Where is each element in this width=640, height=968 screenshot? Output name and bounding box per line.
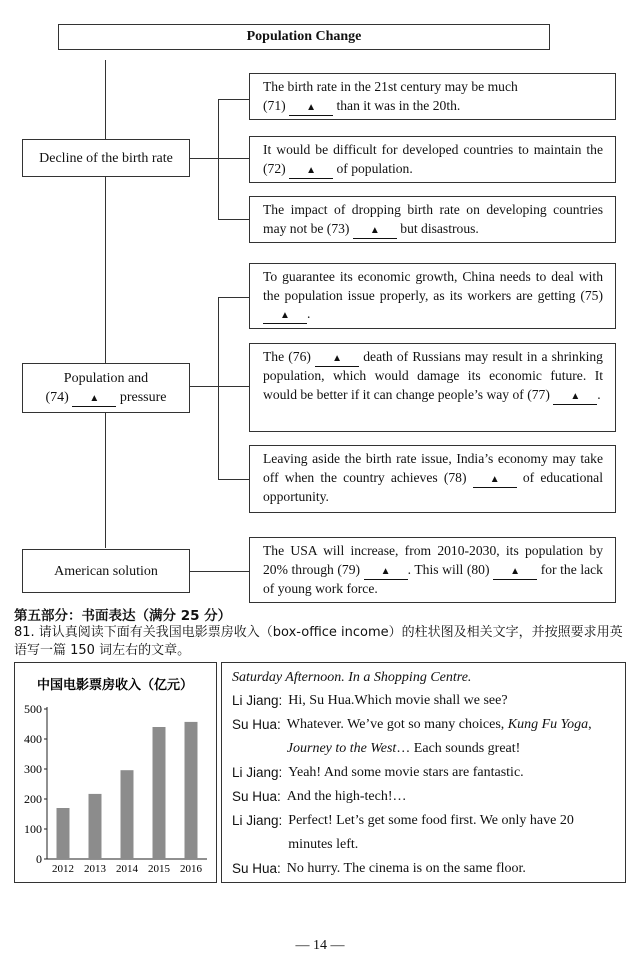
y-tick-label: 400 <box>24 732 42 746</box>
dialogue-line <box>232 809 615 857</box>
blank-79[interactable]: ▲ <box>364 563 408 580</box>
dialogue-line <box>232 713 615 761</box>
branch-tick <box>218 99 249 100</box>
bar-2013 <box>89 794 102 859</box>
y-tick-label: 200 <box>24 792 42 806</box>
blank-72[interactable]: ▲ <box>289 162 333 179</box>
branch-tick <box>218 297 249 298</box>
item-75: To guarantee its economic growth, China needs to deal with the population issue properly, as its workers are getting (75) ▲ . <box>249 263 616 329</box>
utterance: Yeah! And some movie stars are fantastic. <box>288 765 524 780</box>
branch-connector <box>190 158 218 159</box>
trunk-line <box>105 60 106 548</box>
item-76-77: The (76) ▲ death of Russians may result in a shrinking population, which would damage its economic future. It would be better if it can change people’s way of (77) ▲ . <box>249 343 616 432</box>
category-label: Population and <box>63 371 149 386</box>
x-tick-label: 2013 <box>84 863 106 875</box>
branch-tick <box>218 386 249 387</box>
category-american-solution <box>22 549 190 593</box>
speaker: Su Hua: <box>232 717 281 732</box>
bar-chart-panel <box>14 662 217 883</box>
y-tick-label: 100 <box>24 822 42 836</box>
y-tick-label: 500 <box>24 702 42 716</box>
item-78: Leaving aside the birth rate issue, India’s economy may take off when the country achieves (78) ▲ of educational opportunity. <box>249 445 616 513</box>
bar-chart <box>15 663 216 882</box>
blank-76[interactable]: ▲ <box>315 350 359 367</box>
category-label: American solution <box>54 563 158 579</box>
utterance: And the high-tech!… <box>286 789 407 804</box>
chart-title: 中国电影票房收入（亿元） <box>36 678 194 693</box>
blank-77[interactable]: ▲ <box>553 388 597 405</box>
dialogue-line <box>232 785 615 809</box>
branch-tick <box>218 479 249 480</box>
speaker: Su Hua: <box>232 789 281 804</box>
blank-78[interactable]: ▲ <box>473 471 517 488</box>
branch-line-2 <box>218 297 219 479</box>
utterance: Hi, Su Hua.Which movie shall we see? <box>288 693 508 708</box>
utterance: Perfect! Let’s get some food first. We only have 20 minutes left. <box>288 813 574 852</box>
blank-75[interactable]: ▲ <box>263 307 307 324</box>
item-72: It would be difficult for developed countries to maintain the (72) ▲ of population. <box>249 136 616 183</box>
branch-connector <box>190 571 249 572</box>
category-birth-rate <box>22 139 190 177</box>
bar-2015 <box>153 727 166 859</box>
chart-labels <box>24 702 203 875</box>
branch-line-1 <box>218 99 219 219</box>
item-79-80: The USA will increase, from 2010-2030, its population by 20% through (79) ▲ . This will (80) ▲ for the lack of young work force. <box>249 537 616 603</box>
blank-71[interactable]: ▲ <box>289 99 333 116</box>
page-number: — 14 — <box>295 938 345 953</box>
branch-connector <box>190 386 218 387</box>
x-tick-label: 2015 <box>148 863 170 875</box>
blank-73[interactable]: ▲ <box>353 222 397 239</box>
blank-80[interactable]: ▲ <box>493 563 537 580</box>
section-heading: 第五部分：书面表达（满分 25 分） <box>14 608 232 624</box>
blank-74[interactable]: ▲ <box>72 391 116 407</box>
chart-bars <box>57 722 198 859</box>
category-label: Decline of the birth rate <box>39 150 173 166</box>
branch-tick <box>218 158 249 159</box>
bar-2012 <box>57 808 70 859</box>
item-73: The impact of dropping birth rate on developing countries may not be (73) ▲ but disastrous. <box>249 196 616 243</box>
dialogue-panel <box>221 662 626 883</box>
speaker: Li Jiang: <box>232 813 283 828</box>
item-71: The birth rate in the 21st century may be much (71) ▲ than it was in the 20th. <box>249 73 616 120</box>
y-tick-label: 300 <box>24 762 42 776</box>
branch-tick <box>218 219 249 220</box>
bar-2016 <box>185 722 198 859</box>
speaker: Li Jiang: <box>232 693 283 708</box>
speaker: Su Hua: <box>232 861 281 876</box>
category-label-line2: (74) ▲ pressure <box>45 390 167 405</box>
dialogue-line <box>232 689 615 713</box>
dialogue-line <box>232 857 615 881</box>
diagram-title: Population Change <box>58 24 550 50</box>
question-instruction: 81. 请认真阅读下面有关我国电影票房收入（box-office income）的柱状图及相关文字，并按照要求用英语写一篇 150 词左右的文章。 <box>14 625 623 658</box>
bar-2014 <box>121 770 134 859</box>
x-tick-label: 2016 <box>180 863 202 875</box>
utterance: No hurry. The cinema is on the same floor. <box>286 861 526 876</box>
utterance: Whatever. We’ve got so many choices, Kung Fu Yoga, Journey to the West… Each sounds great! <box>286 717 592 756</box>
dialogue-line <box>232 761 615 785</box>
category-population-pressure <box>22 363 190 413</box>
dialogue-scene: Saturday Afternoon. In a Shopping Centre. <box>232 670 472 685</box>
x-tick-label: 2014 <box>116 863 138 875</box>
speaker: Li Jiang: <box>232 765 283 780</box>
y-tick-label: 0 <box>36 852 42 866</box>
x-tick-label: 2012 <box>52 863 74 875</box>
